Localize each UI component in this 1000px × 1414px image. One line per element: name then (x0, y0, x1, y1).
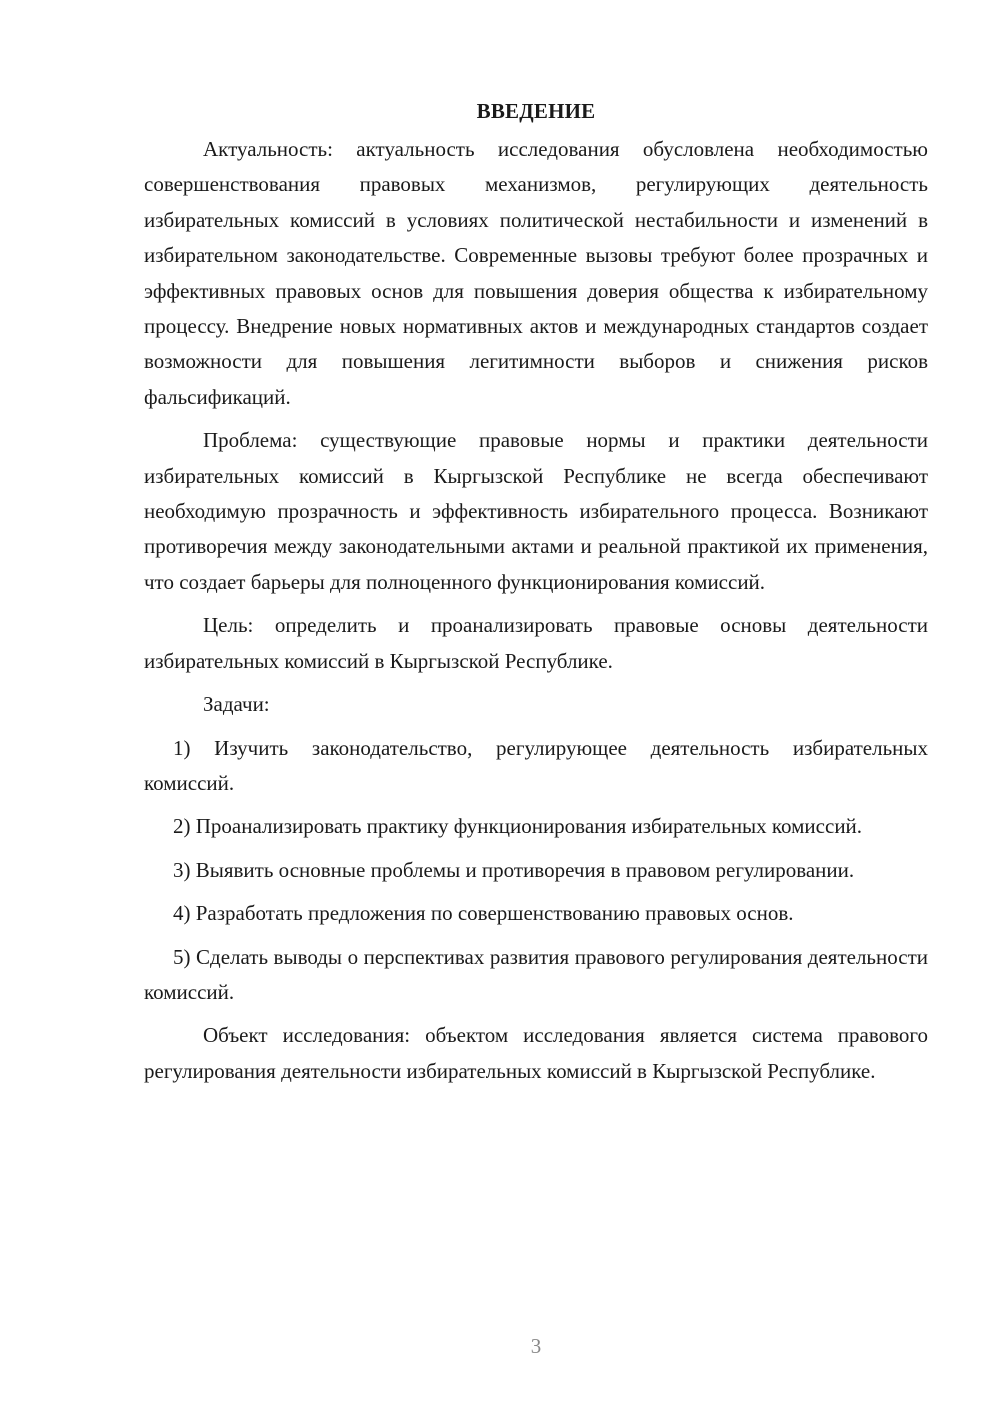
section-heading: ВВЕДЕНИЕ (476, 99, 596, 123)
problem-paragraph: Проблема: существующие правовые нормы и практики деятельности избирательных комиссий в Кыргызской Республике не всегда обеспечивают необходимую прозрачность и эффективность избирательного процесса. Возникают противоречия между законодательными актами и реальной практикой их применения, что создает барьеры для полноценного функционирования комиссий. (144, 428, 928, 594)
object-paragraph: Объект исследования: объектом исследования является система правового регулирования деятельности избирательных комиссий в Кыргызской Республике. (144, 1023, 928, 1083)
task-item: 3) Выявить основные проблемы и противоречия в правовом регулировании. (173, 857, 855, 882)
document-page (144, 96, 928, 1097)
relevance-paragraph: Актуальность: актуальность исследования обусловлена необходимостью совершенствования правовых механизмов, регулирующих деятельность избирательных комиссий в условиях политической нестабильности и изменений в избирательном законодательстве. Современные вызовы требуют более прозрачных и эффективных правовых основ для повышения доверия общества к избирательному процессу. Внедрение новых нормативных актов и международных стандартов создает возможности для повышения легитимности выборов и снижения рисков фальсификаций. (144, 137, 928, 409)
page-number: 3 (530, 1334, 542, 1358)
tasks-label: Задачи: (203, 692, 270, 717)
goal-paragraph: Цель: определить и проанализировать правовые основы деятельности избирательных комиссий в Кыргызской Республике. (144, 613, 928, 673)
task-item: 5) Сделать выводы о перспективах развития правового регулирования деятельности комиссий. (144, 944, 928, 1004)
task-item: 2) Проанализировать практику функционирования избирательных комиссий. (173, 814, 863, 839)
task-item: 1) Изучить законодательство, регулирующее деятельность избирательных комиссий. (144, 735, 928, 795)
task-item: 4) Разработать предложения по совершенствованию правовых основ. (173, 901, 794, 926)
